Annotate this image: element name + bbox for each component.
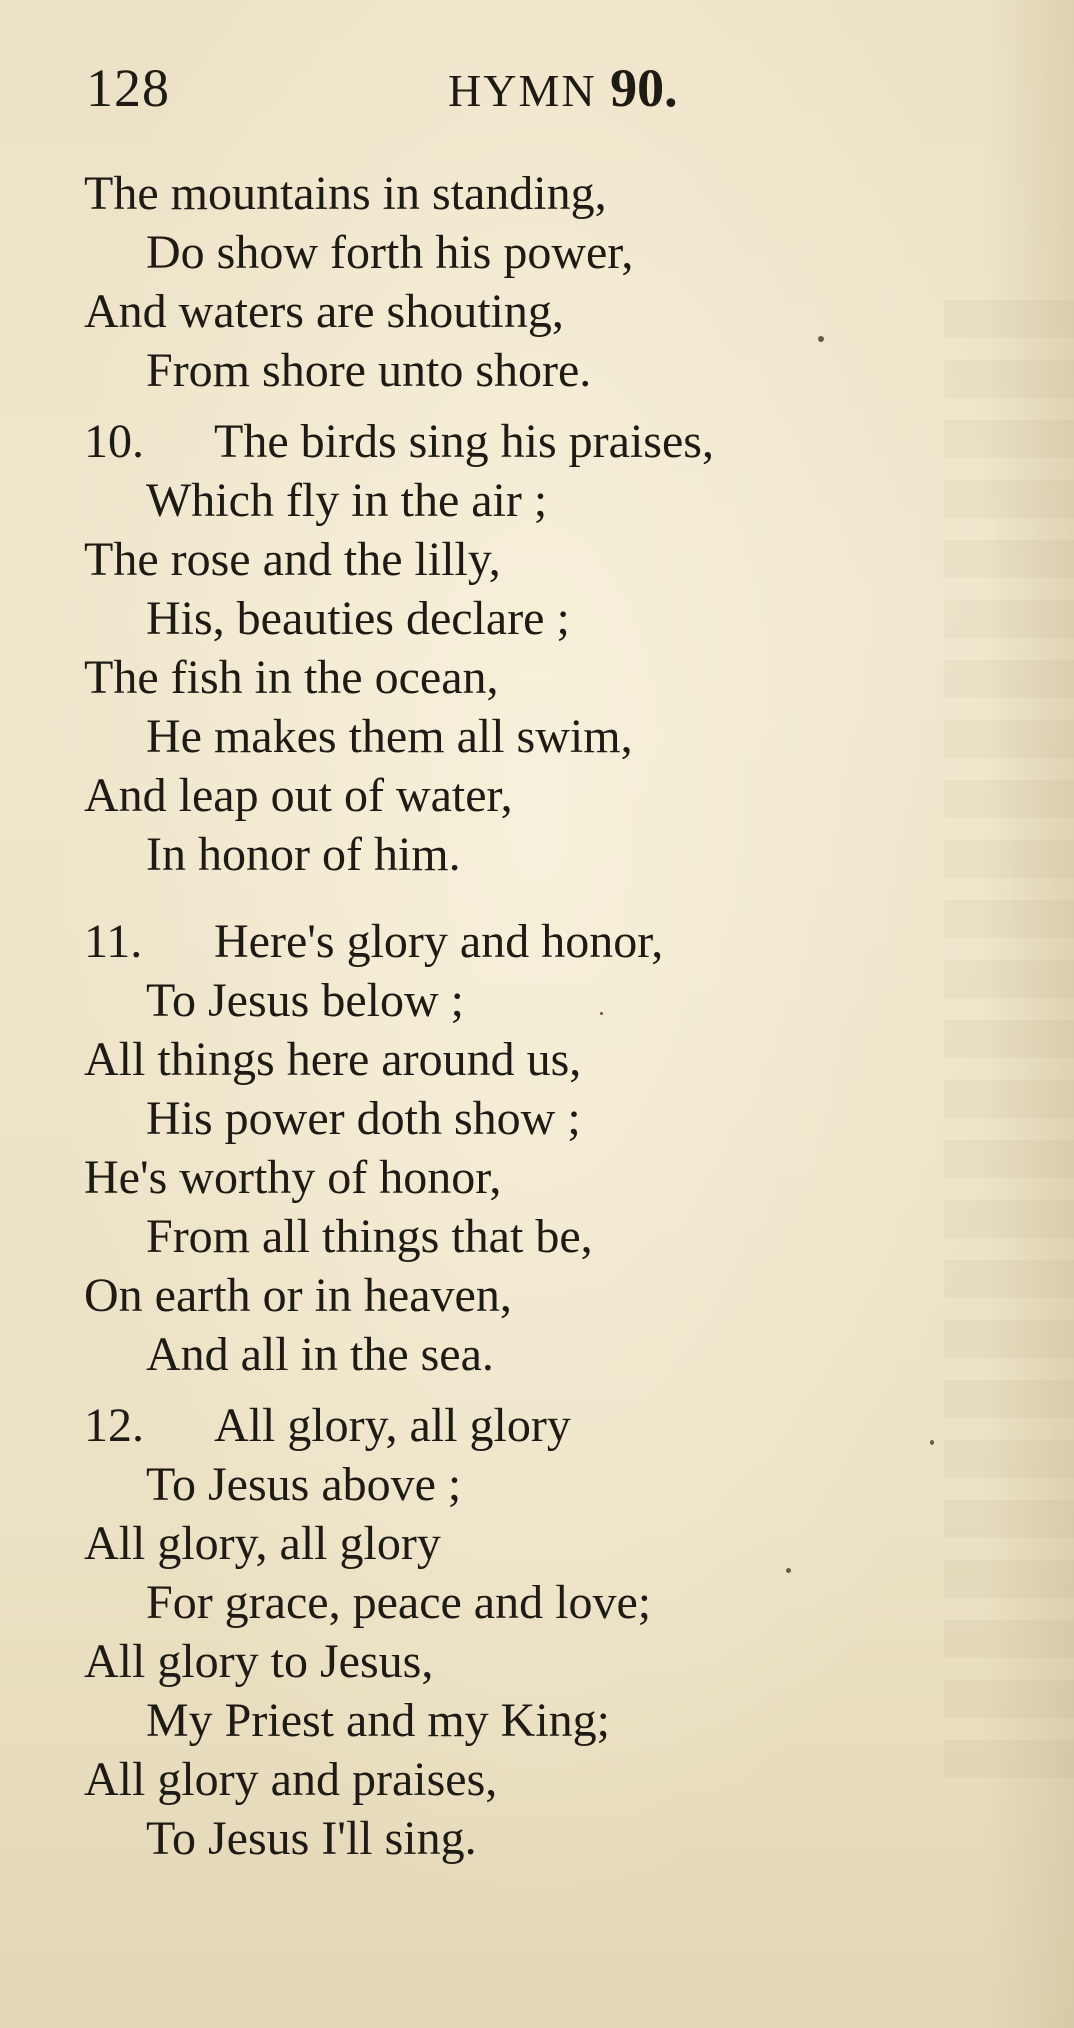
verse-line: From all things that be, [146,1210,593,1263]
stanza-11 [84,912,984,1384]
verse-line [84,412,984,471]
verse-line-text: The birds sing his praises, [214,415,714,468]
verse-line: To Jesus I'll sing. [146,1812,477,1865]
verse-line [84,1396,984,1455]
page-number: 128 [86,58,170,118]
running-head-word: HYMN [448,65,597,116]
verse-line: To Jesus below ; [146,974,464,1027]
verse-line: And waters are shouting, [84,285,564,338]
stanza-number: 12. [84,1399,144,1452]
verse-line-text: All glory, all glory [214,1399,571,1452]
stanza-9-continued [84,164,984,400]
page-header [86,58,726,118]
ink-speck [930,1440,934,1445]
verse-line: All glory and praises, [84,1753,498,1806]
verse-line: And leap out of water, [84,769,513,822]
verse-line: In honor of him. [146,828,461,881]
verse-line [84,912,984,971]
verse-line: His, beauties declare ; [146,592,570,645]
verse-line: Which fly in the air ; [146,474,548,527]
verse-line: The mountains in standing, [84,167,607,220]
verse-line: All glory, all glory [84,1517,441,1570]
verse-line-text: Here's glory and honor, [214,915,664,968]
verse-line: He's worthy of honor, [84,1151,502,1204]
verse-line: The rose and the lilly, [84,533,501,586]
verse-line: My Priest and my King; [146,1694,610,1747]
stanza-number: 11. [84,915,143,968]
verse-line: His power doth show ; [146,1092,581,1145]
verse-line: Do show forth his power, [146,226,634,279]
running-head-number: 90. [610,58,678,118]
ink-speck [818,336,824,342]
verse-line: He makes them all swim, [146,710,633,763]
verse-line: And all in the sea. [146,1328,494,1381]
running-head [448,58,678,121]
stanza-number: 10. [84,415,144,468]
ink-speck [786,1568,791,1573]
verse-line: All things here around us, [84,1033,582,1086]
verse-line: All glory to Jesus, [84,1635,434,1688]
hymn-text [84,164,984,1868]
verse-line: On earth or in heaven, [84,1269,512,1322]
verse-line: For grace, peace and love; [146,1576,652,1629]
stanza-10 [84,412,984,884]
verse-line: From shore unto shore. [146,344,592,397]
verse-line: To Jesus above ; [146,1458,462,1511]
ink-speck [600,1012,603,1015]
verse-line: The fish in the ocean, [84,651,499,704]
stanza-12 [84,1396,984,1868]
